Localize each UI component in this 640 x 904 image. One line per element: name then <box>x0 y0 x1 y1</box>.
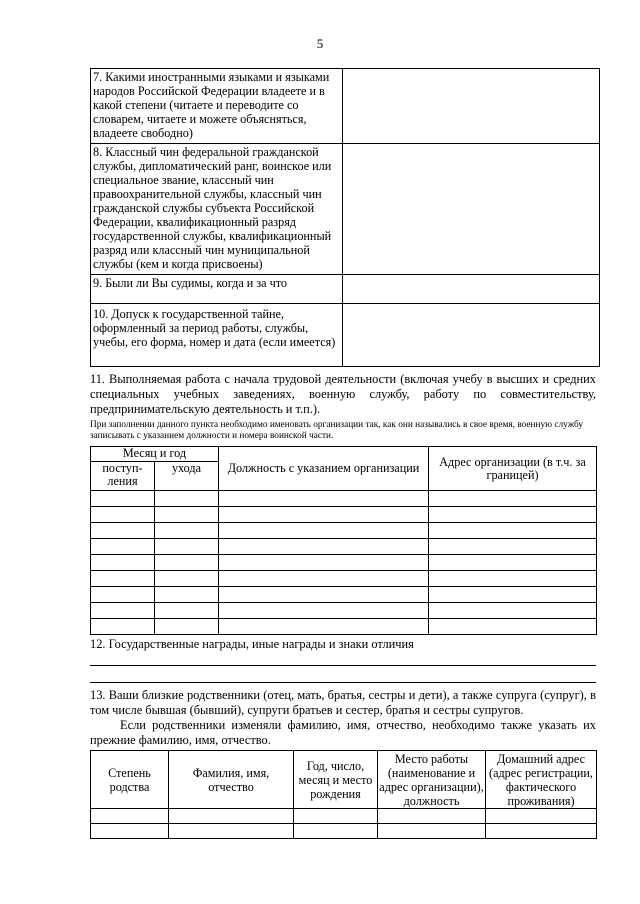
work-cell[interactable] <box>91 555 155 571</box>
question-7-text: 7. Какими иностранными языками и языками народов Российской Федерации владеете и в какой степени (читаете и переводите со словарем, читаете и можете объясняться, владеете свободно) <box>91 69 343 144</box>
relative-row[interactable] <box>91 809 597 824</box>
work-cell[interactable] <box>429 539 597 555</box>
section-13-text: 13. Ваши близкие родственники (отец, мать, братья, сестры и дети), а также супруга (супруг), в том числе бывшая (бывший), супруги братьев и сестер, братья и сестры супругов. <box>90 688 596 717</box>
work-cell[interactable] <box>155 619 219 635</box>
work-row[interactable] <box>91 587 597 603</box>
question-10-text: 10. Допуск к государственной тайне, оформленный за период работы, службы, учебы, его форма, номер и дата (если имеется) <box>91 304 343 367</box>
work-cell[interactable] <box>91 507 155 523</box>
relatives-header-row <box>91 751 597 809</box>
question-8-answer[interactable] <box>343 144 600 275</box>
work-row[interactable] <box>91 491 597 507</box>
work-cell[interactable] <box>155 571 219 587</box>
question-row-10 <box>91 304 600 367</box>
question-10-answer[interactable] <box>343 304 600 367</box>
relative-row[interactable] <box>91 824 597 839</box>
work-cell[interactable] <box>91 523 155 539</box>
work-row[interactable] <box>91 603 597 619</box>
work-header-row <box>91 447 597 462</box>
work-cell[interactable] <box>219 523 429 539</box>
work-cell[interactable] <box>429 587 597 603</box>
work-cell[interactable] <box>91 571 155 587</box>
work-cell[interactable] <box>429 603 597 619</box>
work-cell[interactable] <box>429 571 597 587</box>
question-9-text: 9. Были ли Вы судимы, когда и за что <box>91 275 343 304</box>
work-cell[interactable] <box>429 555 597 571</box>
header-birth: Год, число, месяц и место рождения <box>294 751 378 809</box>
section-12-text: 12. Государственные награды, иные награды и знаки отличия <box>90 637 414 651</box>
work-cell[interactable] <box>155 539 219 555</box>
header-start: поступ-ления <box>91 462 155 491</box>
work-history-table <box>90 446 597 635</box>
work-cell[interactable] <box>219 587 429 603</box>
relative-cell[interactable] <box>169 809 294 824</box>
relative-cell[interactable] <box>91 824 169 839</box>
relative-cell[interactable] <box>486 824 597 839</box>
section-11-note: При заполнении данного пункта необходимо именовать организации так, как они назывались в свое время, военную службу записывать с указанием должности и номера воинской части. <box>90 420 584 441</box>
work-cell[interactable] <box>429 619 597 635</box>
question-9-answer[interactable] <box>343 275 600 304</box>
relative-cell[interactable] <box>169 824 294 839</box>
header-home: Домашний адрес (адрес регистрации, фактического проживания) <box>486 751 597 809</box>
relative-cell[interactable] <box>294 824 378 839</box>
work-cell[interactable] <box>219 539 429 555</box>
header-position: Должность с указанием организации <box>219 447 429 491</box>
awards-fill-line[interactable] <box>90 682 596 683</box>
question-row-9 <box>91 275 600 304</box>
relative-cell[interactable] <box>378 809 486 824</box>
relative-cell[interactable] <box>378 824 486 839</box>
work-cell[interactable] <box>219 571 429 587</box>
work-row[interactable] <box>91 555 597 571</box>
awards-fill-line[interactable] <box>90 665 596 666</box>
questionnaire-table <box>90 68 600 367</box>
page-number: 5 <box>316 36 324 51</box>
section-13-text-2: Если родственники изменяли фамилию, имя, отчество, необходимо также указать их прежние фамилию, имя, отчество. <box>90 718 596 747</box>
header-name: Фамилия, имя, отчество <box>169 751 294 809</box>
work-cell[interactable] <box>91 587 155 603</box>
question-8-text: 8. Классный чин федеральной гражданской службы, дипломатический ранг, воинское или специальное звание, классный чин правоохранительной службы, классный чин гражданской службы субъекта Российской Федерации, квалификационный разряд государственной службы, квалификационный разряд или классный чин муниципальной службы (кем и когда присвоены) <box>91 144 343 275</box>
work-cell[interactable] <box>219 491 429 507</box>
relative-cell[interactable] <box>91 809 169 824</box>
work-cell[interactable] <box>155 587 219 603</box>
work-row[interactable] <box>91 539 597 555</box>
work-cell[interactable] <box>155 523 219 539</box>
relative-cell[interactable] <box>486 809 597 824</box>
section-11-text: 11. Выполняемая работа с начала трудовой деятельности (включая учебу в высших и средних специальных учебных заведениях, военную службу, работу по совместительству, предпринимательскую деятельность и т.п.). <box>90 372 596 416</box>
work-cell[interactable] <box>429 491 597 507</box>
relatives-table <box>90 750 597 839</box>
work-row[interactable] <box>91 523 597 539</box>
work-cell[interactable] <box>155 555 219 571</box>
work-cell[interactable] <box>429 523 597 539</box>
work-cell[interactable] <box>91 619 155 635</box>
work-cell[interactable] <box>91 539 155 555</box>
work-row[interactable] <box>91 571 597 587</box>
work-cell[interactable] <box>91 603 155 619</box>
question-row-8 <box>91 144 600 275</box>
question-row-7 <box>91 69 600 144</box>
header-work: Место работы (наименование и адрес организации), должность <box>379 751 484 808</box>
header-end: ухода <box>155 462 219 491</box>
work-cell[interactable] <box>219 507 429 523</box>
relative-cell[interactable] <box>294 809 378 824</box>
work-cell[interactable] <box>155 491 219 507</box>
work-cell[interactable] <box>219 555 429 571</box>
question-7-answer[interactable] <box>343 69 600 144</box>
work-cell[interactable] <box>91 491 155 507</box>
work-cell[interactable] <box>155 603 219 619</box>
work-cell[interactable] <box>219 619 429 635</box>
work-cell[interactable] <box>155 507 219 523</box>
header-relation: Степень родства <box>91 751 169 809</box>
header-month-year: Месяц и год <box>91 447 219 462</box>
work-row[interactable] <box>91 507 597 523</box>
work-cell[interactable] <box>429 507 597 523</box>
work-row[interactable] <box>91 619 597 635</box>
work-cell[interactable] <box>219 603 429 619</box>
header-address: Адрес организации (в т.ч. за границей) <box>429 447 597 491</box>
